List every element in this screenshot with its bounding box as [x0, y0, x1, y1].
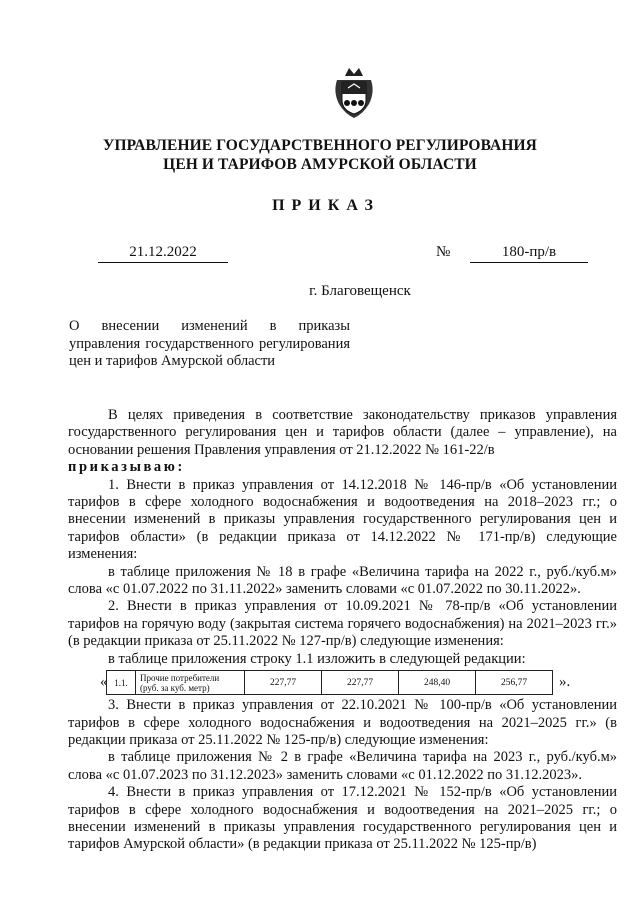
item-3-detail: в таблице приложения № 2 в графе «Величина тарифа на 2023 г., руб./куб.м» слова «с 01.07.2023 по 31.12.2023» заменить словами «с 01.12.2022 по 31.12.2023». — [68, 749, 617, 783]
order-subject: О внесении изменений в приказы управления государственного регулирования цен и тарифов Амурской области — [69, 318, 350, 369]
preamble-paragraph: В целях приведения в соответствие законодательству приказов управления государственного регулирования цен и тарифов области (далее – управление), на основании решения Правления управления от 21.12.2022 № 161-22/в — [68, 407, 617, 458]
consumer-cell — [136, 671, 245, 695]
tariff-value-cell: 256,77 — [476, 671, 553, 695]
order-date: 21.12.2022 — [98, 244, 228, 263]
tariff-table — [106, 670, 553, 695]
tariff-row-block — [68, 669, 617, 696]
coat-of-arms-icon — [331, 62, 377, 122]
item-3-paragraph: 3. Внести в приказ управления от 22.10.2021 № 100-пр/в «Об установлении тарифов в сфере холодного водоснабжения и водоотведения на 2021–2025 гг.» (в редакции приказа от 25.11.2022 № 125-пр/в) следующие изменения: — [68, 697, 617, 748]
tariff-value-cell: 248,40 — [399, 671, 476, 695]
consumer-unit: (руб. за куб. метр) — [140, 682, 210, 693]
quote-open: « — [100, 673, 108, 690]
item-4-paragraph: 4. Внести в приказ управления от 17.12.2021 № 152-пр/в «Об установлении тарифов в сфере холодного водоснабжения и водоотведения на 2021–2025 гг.; о внесении изменений в приказы управления государственного регулирования цен и тарифов Амурской области» (в редакции приказа от 25.11.2022 № 125-пр/в) — [68, 784, 617, 853]
document-type-title: ПРИКАЗ — [272, 197, 380, 214]
agency-name-line1: УПРАВЛЕНИЕ ГОСУДАРСТВЕННОГО РЕГУЛИРОВАНИЯ — [103, 137, 537, 154]
item-2-paragraph: 2. Внести в приказ управления от 10.09.2021 № 78-пр/в «Об установлении тарифов на горячую воду (закрытая система горячего водоснабжения) на 2021–2023 гг.» (в редакции приказа от 25.11.2022 № 127-пр/в) следующие изменения: — [68, 598, 617, 650]
item-2-detail: в таблице приложения строку 1.1 изложить в следующей редакции: — [108, 650, 526, 667]
number-sign: № — [436, 244, 451, 260]
item-1-paragraph: 1. Внести в приказ управления от 14.12.2018 № 146-пр/в «Об установлении тарифов в сфере холодного водоснабжения и водоотведения на 2018–2023 гг.; о внесении изменений в приказы управления государственного регулирования цен и тарифов области» (в редакции приказа от 14.12.2022 № 171-пр/в) следующие изменения: — [68, 476, 617, 563]
order-body — [68, 407, 617, 854]
table-row — [107, 671, 553, 695]
order-number: 180-пр/в — [470, 244, 588, 263]
agency-name-line2: ЦЕН И ТАРИФОВ АМУРСКОЙ ОБЛАСТИ — [163, 156, 477, 173]
consumer-name: Прочие потребители — [140, 672, 220, 683]
row-number-cell: 1.1. — [107, 671, 136, 695]
quote-close: ». — [559, 673, 571, 690]
tariff-value-cell: 227,77 — [322, 671, 399, 695]
city-name: г. Благовещенск — [309, 283, 411, 299]
orders-keyword: приказываю: — [68, 459, 185, 476]
item-1-detail: в таблице приложения № 18 в графе «Величина тарифа на 2022 г., руб./куб.м» слова «с 01.07.2022 по 31.11.2022» заменить словами «с 01.07.2022 по 30.11.2022». — [68, 563, 617, 598]
tariff-value-cell: 227,77 — [245, 671, 322, 695]
